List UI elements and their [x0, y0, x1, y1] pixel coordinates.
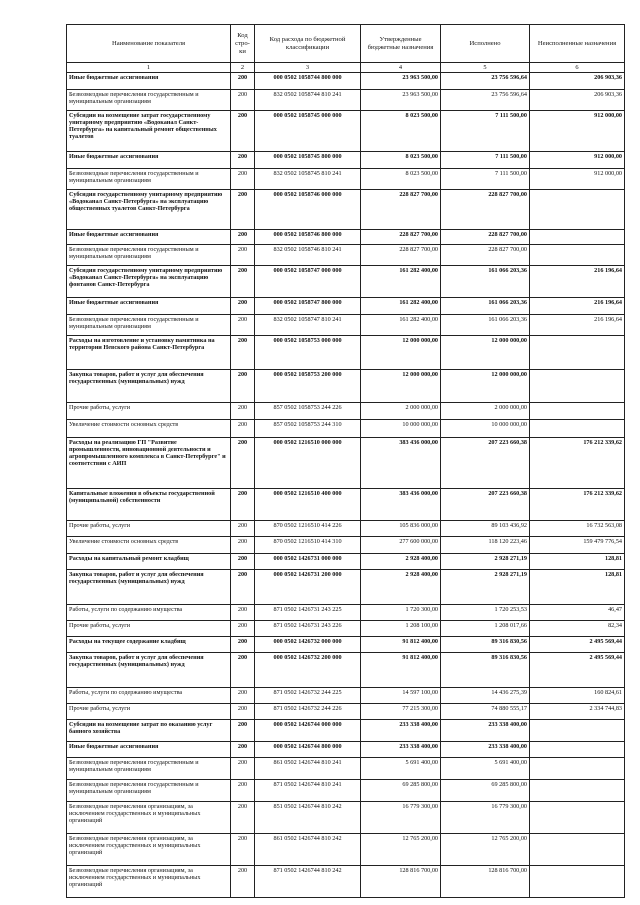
table-body: [67, 73, 625, 898]
indicator-name-cell: Закупка товаров, работ и услуг для обеспечения государственных (муниципальных) нужд: [67, 570, 231, 605]
executed-amount-cell: 12 765 200,00: [441, 834, 530, 866]
remaining-amount-cell: 216 196,64: [530, 298, 625, 315]
executed-amount-cell: 89 103 436,92: [441, 521, 530, 537]
table-row: [67, 802, 625, 834]
approved-amount-cell: 91 812 400,00: [361, 653, 441, 688]
expense-code-cell: 832 0502 1058745 810 241: [255, 169, 361, 190]
table-row: [67, 169, 625, 190]
executed-amount-cell: 161 066 203,36: [441, 298, 530, 315]
line-code-cell: 200: [231, 537, 255, 554]
table-row: [67, 190, 625, 230]
table-row: [67, 621, 625, 637]
line-code-cell: 200: [231, 403, 255, 420]
column-number: 3: [255, 63, 361, 73]
table-row: [67, 605, 625, 621]
executed-amount-cell: 161 066 203,36: [441, 315, 530, 336]
approved-amount-cell: 10 000 000,00: [361, 420, 441, 438]
remaining-amount-cell: 128,81: [530, 570, 625, 605]
line-code-cell: 200: [231, 336, 255, 370]
line-code-cell: 200: [231, 521, 255, 537]
remaining-amount-cell: 176 212 339,62: [530, 438, 625, 489]
table-row: [67, 688, 625, 704]
remaining-amount-cell: 2 334 744,83: [530, 704, 625, 720]
expense-code-cell: 000 0502 1058745 800 000: [255, 152, 361, 169]
expense-code-cell: 000 0502 1058746 000 000: [255, 190, 361, 230]
executed-amount-cell: 128 816 700,00: [441, 866, 530, 898]
approved-amount-cell: 23 963 500,00: [361, 90, 441, 111]
table-row: [67, 73, 625, 90]
expense-code-cell: 857 0502 1058753 244 226: [255, 403, 361, 420]
table-row: [67, 537, 625, 554]
expense-code-cell: 000 0502 1216510 400 000: [255, 489, 361, 521]
line-code-cell: 200: [231, 245, 255, 266]
executed-amount-cell: 207 223 660,38: [441, 489, 530, 521]
line-code-cell: 200: [231, 152, 255, 169]
approved-amount-cell: 12 000 000,00: [361, 336, 441, 370]
approved-amount-cell: 161 282 400,00: [361, 298, 441, 315]
header-executed: Исполнено: [441, 25, 530, 63]
executed-amount-cell: 12 000 000,00: [441, 370, 530, 403]
indicator-name-cell: Безвозмездные перечисления государственным и муниципальным организациям: [67, 758, 231, 780]
indicator-name-cell: Закупка товаров, работ и услуг для обеспечения государственных (муниципальных) нужд: [67, 370, 231, 403]
approved-amount-cell: 383 436 000,00: [361, 489, 441, 521]
executed-amount-cell: 1 208 017,66: [441, 621, 530, 637]
remaining-amount-cell: 2 495 569,44: [530, 653, 625, 688]
table-row: [67, 152, 625, 169]
indicator-name-cell: Безвозмездные перечисления государственным и муниципальным организациям: [67, 245, 231, 266]
table-row: [67, 438, 625, 489]
remaining-amount-cell: 159 479 776,54: [530, 537, 625, 554]
executed-amount-cell: 233 338 400,00: [441, 742, 530, 758]
table-row: [67, 554, 625, 570]
indicator-name-cell: Безвозмездные перечисления государственным и муниципальным организациям: [67, 780, 231, 802]
table-row: [67, 111, 625, 152]
approved-amount-cell: 69 285 800,00: [361, 780, 441, 802]
indicator-name-cell: Капитальные вложения в объекты государственной (муниципальной) собственности: [67, 489, 231, 521]
indicator-name-cell: Иные бюджетные ассигнования: [67, 152, 231, 169]
executed-amount-cell: 14 436 275,39: [441, 688, 530, 704]
executed-amount-cell: 228 827 700,00: [441, 230, 530, 245]
line-code-cell: 200: [231, 637, 255, 653]
line-code-cell: 200: [231, 605, 255, 621]
executed-amount-cell: 2 928 271,19: [441, 570, 530, 605]
indicator-name-cell: Прочие работы, услуги: [67, 403, 231, 420]
expense-code-cell: 871 0502 1426731 243 226: [255, 621, 361, 637]
line-code-cell: 200: [231, 370, 255, 403]
indicator-name-cell: Прочие работы, услуги: [67, 621, 231, 637]
expense-code-cell: 000 0502 1058747 000 000: [255, 266, 361, 298]
approved-amount-cell: 1 208 100,00: [361, 621, 441, 637]
executed-amount-cell: 89 316 830,56: [441, 653, 530, 688]
approved-amount-cell: 128 816 700,00: [361, 866, 441, 898]
approved-amount-cell: 77 215 300,00: [361, 704, 441, 720]
expense-code-cell: 000 0502 1426731 000 000: [255, 554, 361, 570]
expense-code-cell: 000 0502 1426744 000 000: [255, 720, 361, 742]
table-row: [67, 315, 625, 336]
indicator-name-cell: Безвозмездные перечисления организациям, за исключением государственных и муниципальных организаций: [67, 834, 231, 866]
indicator-name-cell: Субсидия государственному унитарному предприятию «Водоканал Санкт-Петербурга» на эксплуатацию фонтанов Санкт-Петербурга: [67, 266, 231, 298]
expense-code-cell: 000 0502 1426732 200 000: [255, 653, 361, 688]
expense-code-cell: 000 0502 1058753 200 000: [255, 370, 361, 403]
indicator-name-cell: Субсидия государственному унитарному предприятию «Водоканал Санкт-Петербурга» на эксплуатацию общественных туалетов Санкт-Петербурга: [67, 190, 231, 230]
line-code-cell: 200: [231, 230, 255, 245]
column-number: 5: [441, 63, 530, 73]
approved-amount-cell: 277 600 000,00: [361, 537, 441, 554]
approved-amount-cell: 228 827 700,00: [361, 245, 441, 266]
executed-amount-cell: 228 827 700,00: [441, 245, 530, 266]
approved-amount-cell: 8 023 500,00: [361, 152, 441, 169]
remaining-amount-cell: [530, 720, 625, 742]
approved-amount-cell: 12 765 200,00: [361, 834, 441, 866]
indicator-name-cell: Увеличение стоимости основных средств: [67, 537, 231, 554]
executed-amount-cell: 69 285 800,00: [441, 780, 530, 802]
remaining-amount-cell: 16 732 563,08: [530, 521, 625, 537]
approved-amount-cell: 23 963 500,00: [361, 73, 441, 90]
expense-code-cell: 832 0502 1058747 810 241: [255, 315, 361, 336]
approved-amount-cell: 105 836 000,00: [361, 521, 441, 537]
remaining-amount-cell: 206 903,36: [530, 73, 625, 90]
remaining-amount-cell: [530, 780, 625, 802]
indicator-name-cell: Субсидии на возмещение затрат государственному унитарному предприятию «Водоканал Санкт-Петербурга» на капитальный ремонт общественных туалетов: [67, 111, 231, 152]
indicator-name-cell: Расходы на капитальный ремонт кладбищ: [67, 554, 231, 570]
executed-amount-cell: 74 880 555,17: [441, 704, 530, 720]
table-row: [67, 758, 625, 780]
remaining-amount-cell: 160 824,61: [530, 688, 625, 704]
remaining-amount-cell: 2 495 569,44: [530, 637, 625, 653]
line-code-cell: 200: [231, 420, 255, 438]
budget-table: [66, 24, 625, 898]
expense-code-cell: 871 0502 1426744 810 242: [255, 866, 361, 898]
remaining-amount-cell: [530, 866, 625, 898]
header-remaining: Неисполненные назначения: [530, 25, 625, 63]
line-code-cell: 200: [231, 780, 255, 802]
executed-amount-cell: 23 756 596,64: [441, 90, 530, 111]
header-line-code: Код стро-ки: [231, 25, 255, 63]
indicator-name-cell: Безвозмездные перечисления государственным и муниципальным организациям: [67, 169, 231, 190]
executed-amount-cell: 7 111 500,00: [441, 111, 530, 152]
indicator-name-cell: Иные бюджетные ассигнования: [67, 298, 231, 315]
approved-amount-cell: 12 000 000,00: [361, 370, 441, 403]
remaining-amount-cell: 82,34: [530, 621, 625, 637]
remaining-amount-cell: [530, 403, 625, 420]
line-code-cell: 200: [231, 554, 255, 570]
expense-code-cell: 871 0502 1426732 244 226: [255, 704, 361, 720]
executed-amount-cell: 5 691 400,00: [441, 758, 530, 780]
approved-amount-cell: 1 720 300,00: [361, 605, 441, 621]
expense-code-cell: 870 0502 1216510 414 310: [255, 537, 361, 554]
approved-amount-cell: 91 812 400,00: [361, 637, 441, 653]
header-row: [67, 25, 625, 63]
expense-code-cell: 857 0502 1058753 244 310: [255, 420, 361, 438]
executed-amount-cell: 233 338 400,00: [441, 720, 530, 742]
approved-amount-cell: 161 282 400,00: [361, 315, 441, 336]
approved-amount-cell: 8 023 500,00: [361, 111, 441, 152]
indicator-name-cell: Субсидии на возмещение затрат по оказанию услуг банного хозяйства: [67, 720, 231, 742]
line-code-cell: 200: [231, 90, 255, 111]
line-code-cell: 200: [231, 266, 255, 298]
executed-amount-cell: 2 928 271,19: [441, 554, 530, 570]
indicator-name-cell: Безвозмездные перечисления организациям, за исключением государственных и муниципальных организаций: [67, 866, 231, 898]
remaining-amount-cell: 176 212 339,62: [530, 489, 625, 521]
table-row: [67, 489, 625, 521]
line-code-cell: 200: [231, 688, 255, 704]
column-number: 2: [231, 63, 255, 73]
remaining-amount-cell: 216 196,64: [530, 315, 625, 336]
column-number: 4: [361, 63, 441, 73]
approved-amount-cell: 228 827 700,00: [361, 190, 441, 230]
expense-code-cell: 000 0502 1216510 000 000: [255, 438, 361, 489]
indicator-name-cell: Закупка товаров, работ и услуг для обеспечения государственных (муниципальных) нужд: [67, 653, 231, 688]
approved-amount-cell: 161 282 400,00: [361, 266, 441, 298]
expense-code-cell: 871 0502 1426732 244 225: [255, 688, 361, 704]
column-number-row: [67, 63, 625, 73]
line-code-cell: 200: [231, 866, 255, 898]
executed-amount-cell: 228 827 700,00: [441, 190, 530, 230]
remaining-amount-cell: [530, 245, 625, 266]
table-row: [67, 336, 625, 370]
table-row: [67, 653, 625, 688]
executed-amount-cell: 89 316 830,56: [441, 637, 530, 653]
line-code-cell: 200: [231, 742, 255, 758]
expense-code-cell: 832 0502 1058744 810 241: [255, 90, 361, 111]
indicator-name-cell: Расходы на изготовление и установку памятника на территории Невского района Санкт-Петербурга: [67, 336, 231, 370]
executed-amount-cell: 12 000 000,00: [441, 336, 530, 370]
column-number: 1: [67, 63, 231, 73]
table-row: [67, 704, 625, 720]
approved-amount-cell: 2 928 400,00: [361, 570, 441, 605]
expense-code-cell: 000 0502 1058747 800 000: [255, 298, 361, 315]
expense-code-cell: 000 0502 1426731 200 000: [255, 570, 361, 605]
remaining-amount-cell: [530, 336, 625, 370]
table-row: [67, 370, 625, 403]
expense-code-cell: 832 0502 1058746 810 241: [255, 245, 361, 266]
approved-amount-cell: 228 827 700,00: [361, 230, 441, 245]
remaining-amount-cell: 912 000,00: [530, 111, 625, 152]
line-code-cell: 200: [231, 704, 255, 720]
indicator-name-cell: Расходы на реализацию ГП "Развитие промышленности, инновационной деятельности и агропромышленного комплекса в Санкт-Петербурге" и соответствии с АИП: [67, 438, 231, 489]
approved-amount-cell: 5 691 400,00: [361, 758, 441, 780]
line-code-cell: 200: [231, 73, 255, 90]
indicator-name-cell: Прочие работы, услуги: [67, 521, 231, 537]
indicator-name-cell: Расходы на текущее содержание кладбищ: [67, 637, 231, 653]
indicator-name-cell: Иные бюджетные ассигнования: [67, 742, 231, 758]
expense-code-cell: 861 0502 1426744 810 242: [255, 834, 361, 866]
remaining-amount-cell: [530, 370, 625, 403]
approved-amount-cell: 16 779 300,00: [361, 802, 441, 834]
approved-amount-cell: 383 436 000,00: [361, 438, 441, 489]
indicator-name-cell: Безвозмездные перечисления государственным и муниципальным организациям: [67, 90, 231, 111]
executed-amount-cell: 10 000 000,00: [441, 420, 530, 438]
table-row: [67, 834, 625, 866]
expense-code-cell: 870 0502 1216510 414 226: [255, 521, 361, 537]
remaining-amount-cell: [530, 758, 625, 780]
indicator-name-cell: Работы, услуги по содержанию имущества: [67, 605, 231, 621]
remaining-amount-cell: [530, 834, 625, 866]
line-code-cell: 200: [231, 169, 255, 190]
line-code-cell: 200: [231, 720, 255, 742]
remaining-amount-cell: [530, 802, 625, 834]
approved-amount-cell: 2 928 400,00: [361, 554, 441, 570]
remaining-amount-cell: 912 000,00: [530, 169, 625, 190]
approved-amount-cell: 2 000 000,00: [361, 403, 441, 420]
approved-amount-cell: 14 597 100,00: [361, 688, 441, 704]
table-row: [67, 637, 625, 653]
table-row: [67, 90, 625, 111]
line-code-cell: 200: [231, 111, 255, 152]
expense-code-cell: 000 0502 1058744 800 000: [255, 73, 361, 90]
executed-amount-cell: 16 779 300,00: [441, 802, 530, 834]
remaining-amount-cell: 46,47: [530, 605, 625, 621]
expense-code-cell: 000 0502 1426732 000 000: [255, 637, 361, 653]
header-approved: Утвержденные бюджетные назначения: [361, 25, 441, 63]
table-row: [67, 266, 625, 298]
executed-amount-cell: 118 120 223,46: [441, 537, 530, 554]
expense-code-cell: 000 0502 1058745 000 000: [255, 111, 361, 152]
remaining-amount-cell: [530, 420, 625, 438]
line-code-cell: 200: [231, 489, 255, 521]
budget-execution-report: [66, 24, 624, 898]
table-row: [67, 298, 625, 315]
remaining-amount-cell: 206 903,36: [530, 90, 625, 111]
executed-amount-cell: 1 720 253,53: [441, 605, 530, 621]
indicator-name-cell: Безвозмездные перечисления организациям, за исключением государственных и муниципальных организаций: [67, 802, 231, 834]
line-code-cell: 200: [231, 758, 255, 780]
indicator-name-cell: Иные бюджетные ассигнования: [67, 230, 231, 245]
header-indicator-name: Наименование показателя: [67, 25, 231, 63]
executed-amount-cell: 7 111 500,00: [441, 169, 530, 190]
table-row: [67, 521, 625, 537]
line-code-cell: 200: [231, 298, 255, 315]
remaining-amount-cell: 912 000,00: [530, 152, 625, 169]
expense-code-cell: 871 0502 1426731 243 225: [255, 605, 361, 621]
table-row: [67, 403, 625, 420]
expense-code-cell: 000 0502 1426744 800 000: [255, 742, 361, 758]
line-code-cell: 200: [231, 438, 255, 489]
expense-code-cell: 871 0502 1426744 810 241: [255, 780, 361, 802]
indicator-name-cell: Безвозмездные перечисления государственным и муниципальным организациям: [67, 315, 231, 336]
expense-code-cell: 851 0502 1426744 810 242: [255, 802, 361, 834]
table-row: [67, 245, 625, 266]
table-row: [67, 230, 625, 245]
indicator-name-cell: Увеличение стоимости основных средств: [67, 420, 231, 438]
executed-amount-cell: 2 000 000,00: [441, 403, 530, 420]
remaining-amount-cell: 216 196,64: [530, 266, 625, 298]
executed-amount-cell: 207 223 660,38: [441, 438, 530, 489]
expense-code-cell: 000 0502 1058746 800 000: [255, 230, 361, 245]
expense-code-cell: 861 0502 1426744 810 241: [255, 758, 361, 780]
executed-amount-cell: 7 111 500,00: [441, 152, 530, 169]
remaining-amount-cell: [530, 230, 625, 245]
table-row: [67, 420, 625, 438]
remaining-amount-cell: [530, 190, 625, 230]
table-row: [67, 742, 625, 758]
line-code-cell: 200: [231, 570, 255, 605]
header-expense-code: Код расхода по бюджетной классификации: [255, 25, 361, 63]
line-code-cell: 200: [231, 802, 255, 834]
table-row: [67, 780, 625, 802]
line-code-cell: 200: [231, 834, 255, 866]
line-code-cell: 200: [231, 621, 255, 637]
table-row: [67, 866, 625, 898]
indicator-name-cell: Иные бюджетные ассигнования: [67, 73, 231, 90]
line-code-cell: 200: [231, 653, 255, 688]
table-row: [67, 720, 625, 742]
approved-amount-cell: 8 023 500,00: [361, 169, 441, 190]
remaining-amount-cell: [530, 742, 625, 758]
executed-amount-cell: 23 756 596,64: [441, 73, 530, 90]
expense-code-cell: 000 0502 1058753 000 000: [255, 336, 361, 370]
line-code-cell: 200: [231, 190, 255, 230]
remaining-amount-cell: 128,81: [530, 554, 625, 570]
indicator-name-cell: Работы, услуги по содержанию имущества: [67, 688, 231, 704]
executed-amount-cell: 161 066 203,36: [441, 266, 530, 298]
indicator-name-cell: Прочие работы, услуги: [67, 704, 231, 720]
table-row: [67, 570, 625, 605]
approved-amount-cell: 233 338 400,00: [361, 720, 441, 742]
approved-amount-cell: 233 338 400,00: [361, 742, 441, 758]
column-number: 6: [530, 63, 625, 73]
line-code-cell: 200: [231, 315, 255, 336]
